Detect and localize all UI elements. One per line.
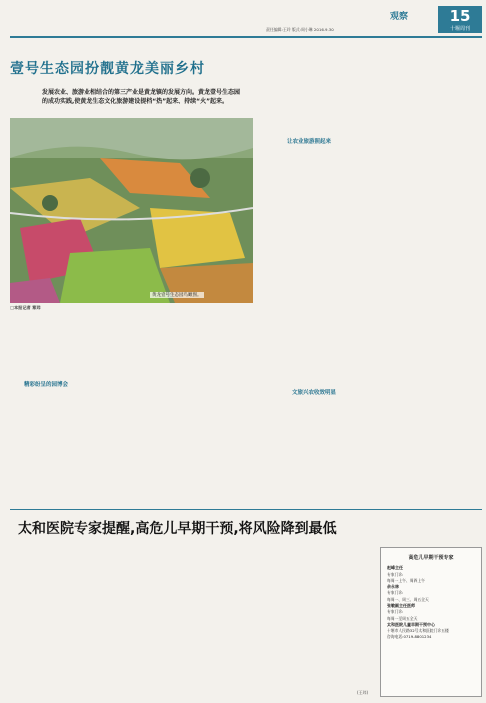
top-rule bbox=[10, 36, 482, 38]
sidebar-line: 余永林 bbox=[387, 583, 399, 589]
byline: □本报记者 章玮 bbox=[10, 305, 41, 310]
ecology-park-photo bbox=[10, 118, 253, 303]
story2-author: (王玮) bbox=[357, 690, 369, 695]
sidebar-line: 咨询电话:0719-8801234 bbox=[387, 634, 432, 640]
expert-sidebar-box bbox=[380, 547, 482, 697]
masthead-meta: 责任编辑:王玲 版式:周小琳 2016.9.30 bbox=[266, 27, 334, 32]
sidebar-line: 张敏副主任医师 bbox=[387, 602, 415, 608]
story1-column-3 bbox=[178, 314, 256, 506]
story2-headline: 太和医院专家提醒,高危儿早期干预,将风险降到最低 bbox=[18, 521, 337, 537]
sidebar-line: 专家门诊: bbox=[387, 590, 404, 596]
page-number: 15 bbox=[438, 6, 482, 26]
sidebar-line: 十堰市人民路32号太和医院门诊五楼 bbox=[387, 628, 449, 634]
masthead bbox=[390, 6, 482, 36]
sidebar-title: 高危儿早期干预专家 bbox=[408, 555, 454, 561]
story1-column-6 bbox=[372, 44, 480, 507]
sidebar-line: 专家门诊: bbox=[387, 571, 404, 577]
section-name: 观察 bbox=[390, 12, 409, 22]
story2-column-3 bbox=[259, 540, 375, 688]
sidebar-line: 赵峰主任 bbox=[387, 565, 403, 570]
story1-column-4 bbox=[258, 44, 368, 134]
story2-column-2 bbox=[137, 540, 255, 698]
sidebar-line: 每周一至周五全天 bbox=[387, 615, 418, 621]
photo-caption: 黄龙壹号生态园鸟瞰图。 bbox=[152, 293, 202, 298]
subhead-tourism: 让农业旅游照起来 bbox=[287, 139, 332, 145]
story1-column-2 bbox=[93, 314, 173, 506]
story1-headline: 壹号生态园扮靓黄龙美丽乡村 bbox=[10, 61, 205, 77]
subhead-results: 文旅兴农收效明显 bbox=[292, 390, 337, 396]
story1-column-1 bbox=[10, 314, 86, 506]
story1-column-5 bbox=[258, 147, 368, 507]
story1-deck: 发展农业、旅游业相结合的第三产业是黄龙镇的发展方向。黄龙壹号生态园的成功实践,使黄龙生态文化旅游建设提档“热”起来、持续“火”起来。 bbox=[42, 89, 241, 105]
subhead-expo: 精彩纷呈的园博会 bbox=[24, 382, 69, 388]
sidebar-line: 每周一上午、周四上午 bbox=[387, 577, 425, 583]
story2-column-1 bbox=[12, 540, 132, 698]
sidebar-line: 专家门诊: bbox=[387, 609, 404, 615]
sidebar-line: 每周一、周三、周五全天 bbox=[387, 596, 429, 602]
publication-name: 十堰周刊 bbox=[438, 26, 482, 33]
sidebar-line: 太和医院儿童早期干预中心 bbox=[387, 621, 435, 627]
section-rule bbox=[10, 509, 482, 510]
